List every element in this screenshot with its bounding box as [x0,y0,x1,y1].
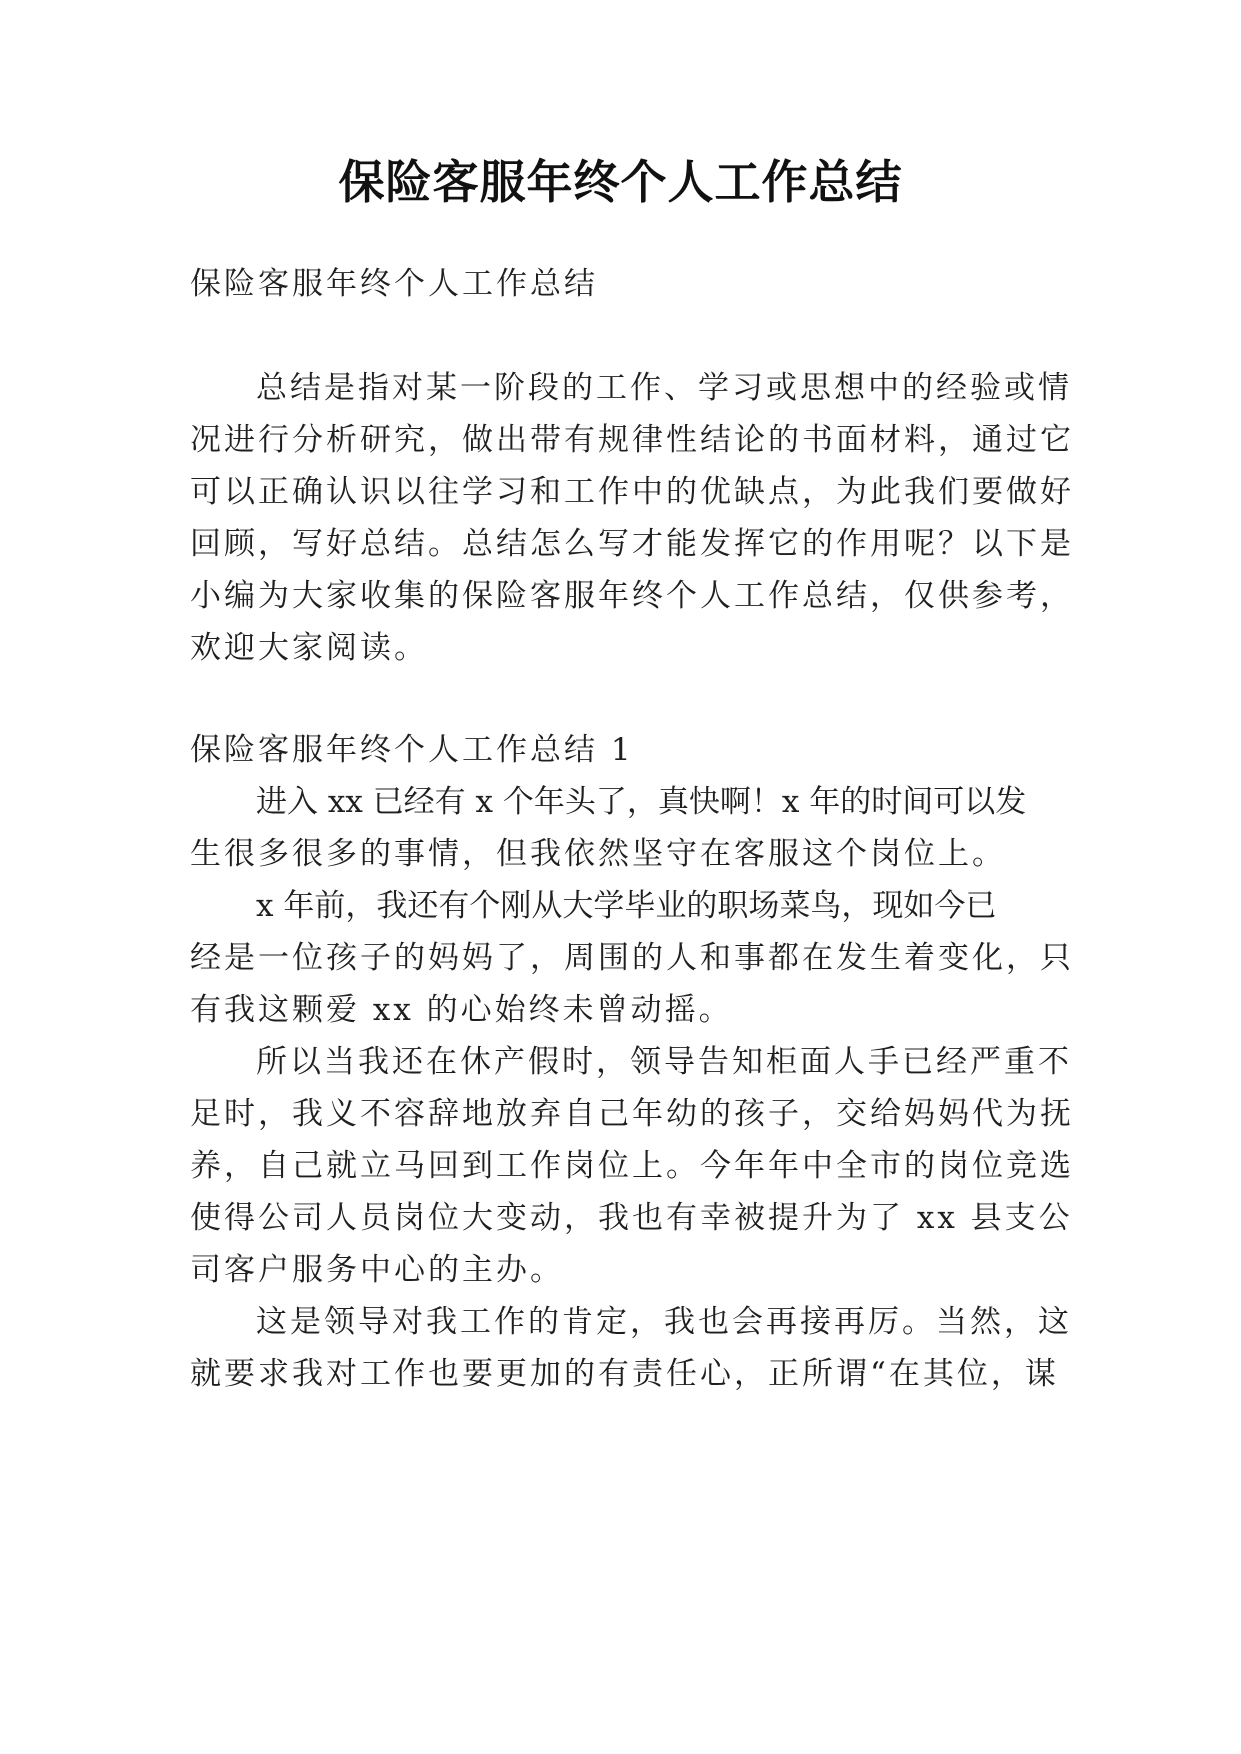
intro-line: 总结是指对某一阶段的工作、学习或思想中的经验或情 [256,370,1072,406]
body-line: 足时，我义不容辞地放弃自己年幼的孩子，交给妈妈代为抚 [190,1096,1074,1132]
body-line: 这是领导对我工作的肯定，我也会再接再厉。当然，这 [256,1304,1072,1340]
body-line: 就要求我对工作也要更加的有责任心，正所谓“在其位，谋 [190,1356,1059,1392]
intro-line: 欢迎大家阅读。 [190,630,428,666]
document-subtitle: 保险客服年终个人工作总结 [190,266,598,302]
body-line: 生很多很多的事情，但我依然坚守在客服这个岗位上。 [190,836,1006,872]
body-line: 经是一位孩子的妈妈了，周围的人和事都在发生着变化，只 [190,940,1074,976]
body-line: 有我这颗爱 xx 的心始终未曾动摇。 [190,992,733,1028]
intro-line: 况进行分析研究，做出带有规律性结论的书面材料，通过它 [190,422,1074,458]
document-title: 保险客服年终个人工作总结 [338,155,903,209]
intro-line: 回顾，写好总结。总结怎么写才能发挥它的作用呢？以下是 [190,526,1074,562]
body-line: 所以当我还在休产假时，领导告知柜面人手已经严重不 [256,1044,1072,1080]
section-heading: 保险客服年终个人工作总结 1 [190,732,634,768]
body-line: 司客户服务中心的主办。 [190,1252,564,1288]
body-line: 养，自己就立马回到工作岗位上。今年年中全市的岗位竞选 [190,1148,1074,1184]
intro-line: 可以正确认识以往学习和工作中的优缺点，为此我们要做好 [190,474,1074,510]
body-line: x 年前，我还有个刚从大学毕业的职场菜鸟，现如今已 [256,888,997,924]
intro-line: 小编为大家收集的保险客服年终个人工作总结，仅供参考， [190,578,1074,614]
body-line: 使得公司人员岗位大变动，我也有幸被提升为了 xx 县支公 [190,1200,1073,1236]
body-line: 进入 xx 已经有 x 个年头了，真快啊！x 年的时间可以发 [256,784,1027,820]
